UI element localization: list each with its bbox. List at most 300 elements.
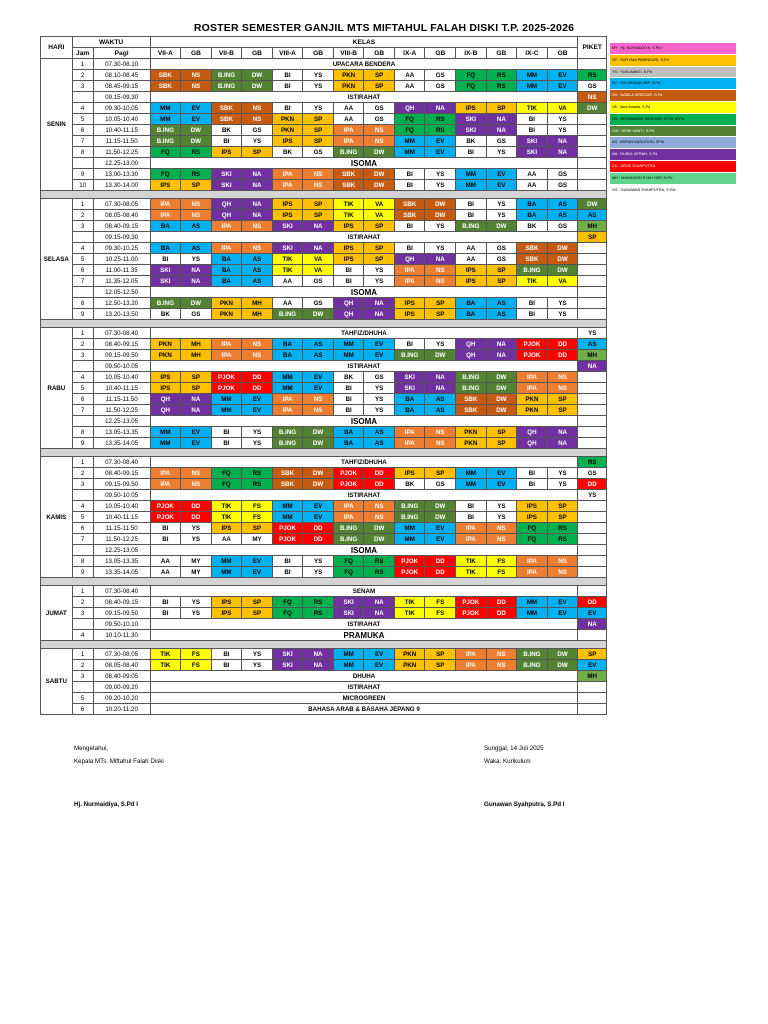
subject-cell: PKN (272, 125, 303, 136)
piket-cell (578, 287, 607, 298)
piket-cell (578, 169, 607, 180)
legend-item: RS : ROSMAIDAR SIREGAR, S.PdI, M.Pd (610, 114, 736, 126)
activity-note: UPACARA BENDERA (150, 59, 578, 70)
subject-cell: BI (517, 114, 548, 125)
subject-cell: PKN (456, 438, 487, 449)
legend-item: GS : GUNAWAN SYAHPUTRA, S.PdI (610, 185, 736, 197)
table-row (41, 567, 607, 578)
subject-cell: AA (150, 556, 181, 567)
subject-cell: B.ING (456, 383, 487, 394)
teacher-code-cell: SP (547, 501, 578, 512)
teacher-code-cell: GS (364, 114, 395, 125)
teacher-code-cell: EV (364, 649, 395, 660)
teacher-code-cell: SP (242, 597, 273, 608)
day-name: RABU (41, 328, 73, 449)
period-time: 09.50-10.05 (93, 490, 150, 501)
teacher-code-cell: AS (425, 394, 456, 405)
subject-cell: B.ING (211, 81, 242, 92)
table-row (41, 556, 607, 567)
teacher-code-cell: NS (486, 649, 517, 660)
teacher-code-cell: RS (181, 169, 212, 180)
subject-cell: QH (517, 438, 548, 449)
subject-cell: AA (272, 298, 303, 309)
subject-cell: IPA (456, 523, 487, 534)
subject-cell: B.ING (272, 427, 303, 438)
footer-principal-title: Kepala MTs. Miftahul Falah Diski (74, 758, 164, 765)
subject-cell: IPS (394, 468, 425, 479)
day-separator (41, 191, 607, 199)
period-number: 8 (72, 147, 93, 158)
header-class: IX-A (394, 48, 425, 59)
subject-cell: MM (333, 660, 364, 671)
subject-cell: QH (150, 405, 181, 416)
subject-cell: FQ (456, 70, 487, 81)
teacher-code-cell: EV (303, 501, 334, 512)
subject-cell: IPS (456, 265, 487, 276)
subject-cell: MM (394, 523, 425, 534)
subject-cell: PJOK (394, 567, 425, 578)
header-class: IX-B (456, 48, 487, 59)
subject-cell: BI (272, 81, 303, 92)
teacher-code-cell: NA (364, 608, 395, 619)
period-number (72, 545, 93, 556)
subject-cell: MM (272, 372, 303, 383)
teacher-code-cell: NS (364, 512, 395, 523)
table-row (41, 158, 607, 169)
table-row (41, 361, 607, 372)
period-number (72, 361, 93, 372)
table-row (41, 276, 607, 287)
period-number: 2 (72, 660, 93, 671)
subject-cell: AA (517, 180, 548, 191)
teacher-code-cell: NA (425, 254, 456, 265)
teacher-code-cell: EV (303, 372, 334, 383)
teacher-code-cell: AS (242, 276, 273, 287)
teacher-code-cell: SP (364, 81, 395, 92)
legend-item: VA : Vara Amalia, S.Pd (610, 102, 736, 114)
table-row (41, 383, 607, 394)
subject-cell: PJOK (211, 372, 242, 383)
teacher-code-cell: YS (364, 276, 395, 287)
table-row (41, 199, 607, 210)
subject-cell: MM (456, 169, 487, 180)
teacher-code-cell: DW (425, 210, 456, 221)
teacher-code-cell: NA (242, 199, 273, 210)
piket-cell: DW (578, 103, 607, 114)
teacher-code-cell: NS (364, 125, 395, 136)
teacher-code-cell: SP (486, 265, 517, 276)
subject-cell: FQ (150, 147, 181, 158)
subject-cell: B.ING (394, 350, 425, 361)
piket-cell (578, 59, 607, 70)
teacher-code-cell: EV (547, 81, 578, 92)
legend-item: EV : EVI ARIANA HRP, S.Pd (610, 78, 736, 90)
subject-cell: IPA (272, 394, 303, 405)
piket-cell (578, 501, 607, 512)
subject-cell: PJOK (150, 501, 181, 512)
teacher-code-cell: RS (364, 567, 395, 578)
period-time: 11.35-12.05 (93, 276, 150, 287)
teacher-code-cell: DD (364, 479, 395, 490)
period-time: 08.40-09.15 (93, 221, 150, 232)
subject-cell: PJOK (333, 479, 364, 490)
piket-cell (578, 556, 607, 567)
subject-cell: MM (211, 405, 242, 416)
teacher-code-cell: AS (486, 309, 517, 320)
piket-cell (578, 567, 607, 578)
legend-item: MY : Hj. NURMAIDIYA, S.Pd I (610, 43, 736, 55)
subject-cell: SKI (517, 136, 548, 147)
subject-cell: FQ (394, 125, 425, 136)
subject-cell: SKI (272, 243, 303, 254)
teacher-code-cell: SP (486, 103, 517, 114)
subject-cell: IPA (333, 501, 364, 512)
teacher-code-cell: FS (486, 556, 517, 567)
subject-cell: BA (333, 427, 364, 438)
teacher-code-cell: NA (425, 383, 456, 394)
subject-cell: IPA (150, 479, 181, 490)
subject-cell: TIK (517, 276, 548, 287)
period-number: 2 (72, 210, 93, 221)
subject-cell: BI (333, 383, 364, 394)
piket-cell (578, 630, 607, 641)
day-name: SENIN (41, 59, 73, 191)
period-time: 11.50-12.25 (93, 147, 150, 158)
teacher-code-cell: AS (364, 438, 395, 449)
piket-cell: YS (578, 490, 607, 501)
teacher-code-cell: DD (364, 468, 395, 479)
subject-cell: FQ (333, 567, 364, 578)
period-number: 6 (72, 523, 93, 534)
subject-cell: TIK (272, 265, 303, 276)
teacher-code-cell: EV (486, 479, 517, 490)
teacher-code-cell: NS (425, 438, 456, 449)
piket-cell (578, 427, 607, 438)
teacher-code-cell: FS (425, 597, 456, 608)
legend-item: AS : ASRAN NASUTION, SPdI (610, 137, 736, 149)
subject-cell: BA (211, 276, 242, 287)
subject-cell: BA (394, 405, 425, 416)
teacher-code-cell: GS (242, 125, 273, 136)
teacher-code-cell: NS (486, 534, 517, 545)
subject-cell: BA (150, 243, 181, 254)
subject-cell: QH (333, 309, 364, 320)
subject-cell: B.ING (333, 523, 364, 534)
teacher-code-cell: DW (303, 479, 334, 490)
teacher-code-cell: DW (181, 136, 212, 147)
activity-note: SENAM (150, 586, 578, 597)
subject-cell: PKN (456, 427, 487, 438)
subject-cell: AA (394, 70, 425, 81)
teacher-code-cell: NA (181, 405, 212, 416)
document-title: ROSTER SEMESTER GANJIL MTS MIFTAHUL FALAH DISKI T.P. 2025-2026 (193, 22, 575, 34)
piket-cell (578, 682, 607, 693)
subject-cell: PKN (211, 309, 242, 320)
subject-cell: MM (456, 468, 487, 479)
subject-cell: IPS (211, 147, 242, 158)
subject-cell: MM (517, 597, 548, 608)
teacher-code-cell: NS (364, 501, 395, 512)
subject-cell: IPA (517, 383, 548, 394)
teacher-code-cell: NS (303, 180, 334, 191)
table-row (41, 671, 607, 682)
piket-cell: RS (578, 457, 607, 468)
subject-cell: B.ING (272, 309, 303, 320)
teacher-code-cell: NS (486, 523, 517, 534)
subject-cell: PJOK (333, 468, 364, 479)
subject-cell: TIK (456, 556, 487, 567)
teacher-code-cell: MH (242, 309, 273, 320)
teacher-code-cell: DW (364, 523, 395, 534)
period-number (72, 158, 93, 169)
legend-item: DD : DEDE SYAHPUTRA (610, 161, 736, 173)
teacher-code-cell: YS (547, 114, 578, 125)
period-time: 09.30-10.25 (93, 243, 150, 254)
subject-cell: BI (456, 210, 487, 221)
subject-cell: TIK (150, 649, 181, 660)
teacher-code-cell: YS (181, 254, 212, 265)
activity-note: MICROGREEN (150, 693, 578, 704)
period-number: 5 (72, 512, 93, 523)
teacher-code-cell: YS (425, 169, 456, 180)
subject-cell: BA (517, 210, 548, 221)
subject-cell: BA (333, 438, 364, 449)
period-number: 1 (72, 199, 93, 210)
teacher-code-cell: DD (242, 372, 273, 383)
subject-cell: BA (211, 265, 242, 276)
subject-cell: TIK (394, 597, 425, 608)
subject-cell: IPA (150, 199, 181, 210)
teacher-code-cell: DD (547, 350, 578, 361)
subject-cell: FQ (150, 169, 181, 180)
piket-cell (578, 147, 607, 158)
legend-item: NS : NABILA SIREGAR, S.Pd (610, 90, 736, 102)
piket-cell (578, 512, 607, 523)
activity-note: ISTIRAHAT (150, 92, 578, 103)
subject-cell: MM (272, 383, 303, 394)
subject-cell: BI (150, 523, 181, 534)
teacher-code-cell: EV (242, 567, 273, 578)
subject-cell: QH (211, 210, 242, 221)
activity-note: ISTIRAHAT (150, 490, 578, 501)
teacher-code-cell: GS (364, 103, 395, 114)
activity-note: ISTIRAHAT (150, 361, 578, 372)
subject-cell: PJOK (517, 339, 548, 350)
subject-cell: PJOK (456, 597, 487, 608)
subject-cell: IPA (333, 125, 364, 136)
subject-cell: B.ING (211, 70, 242, 81)
teacher-code-cell: EV (242, 405, 273, 416)
teacher-code-cell: NA (303, 243, 334, 254)
subject-cell: BI (394, 243, 425, 254)
subject-cell: B.ING (517, 660, 548, 671)
subject-cell: PKN (333, 70, 364, 81)
subject-cell: SKI (272, 221, 303, 232)
teacher-code-cell: YS (425, 221, 456, 232)
teacher-code-cell: YS (364, 265, 395, 276)
teacher-code-cell: DW (242, 70, 273, 81)
piket-cell (578, 243, 607, 254)
teacher-code-cell: DW (425, 501, 456, 512)
teacher-code-cell: SP (303, 114, 334, 125)
teacher-code-cell: GS (486, 254, 517, 265)
teacher-code-cell: NA (364, 309, 395, 320)
teacher-code-cell: RS (242, 468, 273, 479)
piket-cell: DD (578, 597, 607, 608)
teacher-code-cell: SP (242, 523, 273, 534)
subject-cell: SBK (333, 169, 364, 180)
period-time: 12.25-13.05 (93, 416, 150, 427)
subject-cell: PJOK (517, 350, 548, 361)
subject-cell: SBK (333, 180, 364, 191)
teacher-code-cell: GS (425, 70, 456, 81)
teacher-code-cell: DW (486, 221, 517, 232)
subject-cell: AA (150, 567, 181, 578)
subject-cell: PKN (394, 660, 425, 671)
period-time: 07.30-08.05 (93, 649, 150, 660)
teacher-code-cell: YS (364, 394, 395, 405)
subject-cell: BI (394, 339, 425, 350)
teacher-code-cell: RS (425, 125, 456, 136)
teacher-code-cell: EV (547, 608, 578, 619)
teacher-code-cell: DW (547, 254, 578, 265)
teacher-code-cell: EV (425, 523, 456, 534)
subject-cell: IPS (211, 608, 242, 619)
teacher-code-cell: SP (181, 372, 212, 383)
subject-cell: IPS (272, 199, 303, 210)
teacher-code-cell: EV (425, 136, 456, 147)
period-number: 2 (72, 597, 93, 608)
teacher-code-cell: AS (181, 243, 212, 254)
period-time: 13.35-14.05 (93, 567, 150, 578)
teacher-code-cell: NA (181, 265, 212, 276)
period-number: 5 (72, 383, 93, 394)
teacher-code-cell: NA (547, 438, 578, 449)
period-number: 5 (72, 254, 93, 265)
subject-cell: IPS (150, 372, 181, 383)
subject-cell: FQ (272, 597, 303, 608)
subject-cell: BA (272, 339, 303, 350)
legend-item: DW : DEWI SANTI, S.Pd (610, 126, 736, 138)
subject-cell: BI (517, 298, 548, 309)
subject-cell: IPA (211, 243, 242, 254)
teacher-code-cell: EV (181, 103, 212, 114)
period-time: 08.40-09.15 (93, 468, 150, 479)
subject-cell: IPA (272, 405, 303, 416)
teacher-code-cell: NA (364, 597, 395, 608)
table-row (41, 169, 607, 180)
teacher-code-cell: NS (547, 372, 578, 383)
subject-cell: BA (272, 350, 303, 361)
activity-note: ISOMA (150, 158, 578, 169)
period-number: 7 (72, 534, 93, 545)
footer-principal-name: Hj. Nurmaidiya, S.Pd I (74, 801, 138, 808)
period-time: 09.15-09.50 (93, 479, 150, 490)
teacher-code-cell: AS (547, 210, 578, 221)
subject-cell: BI (211, 438, 242, 449)
subject-cell: SBK (456, 405, 487, 416)
table-row (41, 586, 607, 597)
period-time: 12.05-12.50 (93, 287, 150, 298)
period-number: 5 (72, 114, 93, 125)
period-number: 7 (72, 136, 93, 147)
footer-vice-title: Waka. Kurikulum (484, 758, 531, 765)
subject-cell: AA (394, 81, 425, 92)
subject-cell: BA (150, 221, 181, 232)
teacher-code-cell: DW (303, 438, 334, 449)
teacher-code-cell: YS (486, 199, 517, 210)
teacher-code-cell: RS (486, 81, 517, 92)
teacher-code-cell: GS (303, 147, 334, 158)
period-time: 08.45-09.15 (93, 81, 150, 92)
piket-cell (578, 309, 607, 320)
teacher-code-cell: YS (181, 534, 212, 545)
subject-cell: IPS (394, 309, 425, 320)
period-number: 1 (72, 457, 93, 468)
teacher-code-cell: EV (303, 512, 334, 523)
teacher-code-cell: SP (425, 649, 456, 660)
teacher-code-cell: NS (242, 243, 273, 254)
subject-cell: B.ING (456, 372, 487, 383)
subject-cell: BI (517, 125, 548, 136)
period-number: 3 (72, 671, 93, 682)
subject-cell: B.ING (272, 438, 303, 449)
day-name: SELASA (41, 199, 73, 320)
table-row (41, 534, 607, 545)
subject-cell: BA (211, 254, 242, 265)
table-row (41, 704, 607, 715)
table-row (41, 457, 607, 468)
teacher-code-cell: EV (242, 556, 273, 567)
piket-cell (578, 416, 607, 427)
teacher-code-cell: YS (242, 427, 273, 438)
subject-cell: MM (272, 501, 303, 512)
period-number: 6 (72, 265, 93, 276)
teacher-code-cell: NS (181, 468, 212, 479)
period-time: 08.40-09.05 (93, 671, 150, 682)
subject-cell: BI (150, 534, 181, 545)
teacher-code-cell: YS (303, 567, 334, 578)
subject-cell: SBK (150, 81, 181, 92)
subject-cell: SKI (456, 125, 487, 136)
teacher-code-cell: EV (242, 394, 273, 405)
legend-item: MH : MAKMUDIN SYAH HRP, M.Pd (610, 173, 736, 185)
period-number: 9 (72, 169, 93, 180)
subject-cell: SKI (394, 383, 425, 394)
period-time: 10.05-10.40 (93, 114, 150, 125)
period-time: 13.20-13.50 (93, 309, 150, 320)
subject-cell: SKI (333, 597, 364, 608)
header-class: VIII-B (333, 48, 364, 59)
period-time: 10.40-11.15 (93, 383, 150, 394)
subject-cell: BI (456, 199, 487, 210)
period-time: 08.40-09.15 (93, 339, 150, 350)
teacher-code-cell: NA (303, 649, 334, 660)
subject-cell: SBK (517, 254, 548, 265)
subject-cell: SBK (272, 479, 303, 490)
piket-cell (578, 276, 607, 287)
teacher-code-cell: MH (242, 298, 273, 309)
table-row (41, 350, 607, 361)
piket-cell (578, 372, 607, 383)
piket-cell: GS (578, 81, 607, 92)
period-time: 11.15-11.50 (93, 394, 150, 405)
activity-note: ISTIRAHAT (150, 619, 578, 630)
subject-cell: AA (333, 114, 364, 125)
teacher-code-cell: AS (303, 339, 334, 350)
subject-cell: BI (150, 597, 181, 608)
teacher-code-cell: RS (547, 523, 578, 534)
